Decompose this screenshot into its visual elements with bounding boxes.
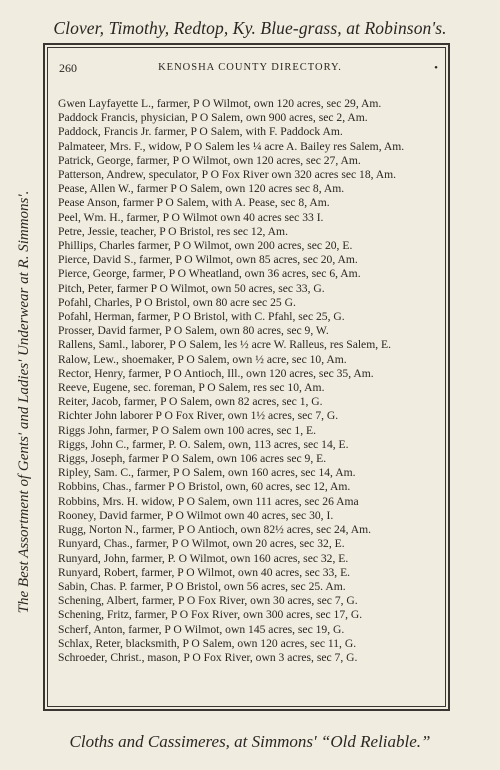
directory-entry: Rugg, Norton N., farmer, P O Antioch, own 82½ acres, sec 24, Am. xyxy=(58,523,372,537)
directory-entry: Rector, Henry, farmer, P O Antioch, Ill., own 120 acres, sec 35, Am. xyxy=(58,366,374,380)
directory-entry: Riggs, John C., farmer, P. O. Salem, own, 113 acres, sec 14, E. xyxy=(58,437,349,451)
directory-entry: Schroeder, Christ., mason, P O Fox River, own 3 acres, sec 7, G. xyxy=(58,650,358,664)
directory-entry: Pierce, George, farmer, P O Wheatland, own 36 acres, sec 6, Am. xyxy=(58,267,361,281)
directory-entry: Robbins, Mrs. H. widow, P O Salem, own 111 acres, sec 26 Ama xyxy=(58,494,359,508)
directory-entry: Rooney, David farmer, P O Wilmot own 40 acres, sec 30, I. xyxy=(58,508,334,522)
directory-entry: Richter John laborer P O Fox River, own 1½ acres, sec 7, G. xyxy=(58,409,339,423)
directory-entry: Gwen Layfayette L., farmer, P O Wilmot, own 120 acres, sec 29, Am. xyxy=(58,97,382,110)
directory-entry: Peel, Wm. H., farmer, P O Wilmot own 40 acres sec 33 I. xyxy=(58,210,324,224)
directory-entry: Runyard, Robert, farmer, P O Wilmot, own 40 acres, sec 33, E. xyxy=(58,565,351,579)
directory-entry: Reiter, Jacob, farmer, P O Salem, own 82 acres, sec 1, G. xyxy=(58,395,323,409)
page-number: 260 xyxy=(59,61,77,75)
directory-entry: Reeve, Eugene, sec. foreman, P O Salem, res sec 10, Am. xyxy=(58,381,325,395)
directory-title: KENOSHA COUNTY DIRECTORY. xyxy=(158,62,342,73)
directory-entry: Pease Anson, farmer P O Salem, with A. Pease, sec 8, Am. xyxy=(58,196,330,210)
directory-entry: Patrick, George, farmer, P O Wilmot, own 120 acres, sec 27, Am. xyxy=(58,153,361,167)
directory-entry: Palmateer, Mrs. F., widow, P O Salem les ¼ acre A. Bailey res Salem, Am. xyxy=(58,139,405,153)
directory-entry: Pease, Allen W., farmer P O Salem, own 120 acres sec 8, Am. xyxy=(58,182,345,196)
directory-entry: Riggs, Joseph, farmer P O Salem, own 106 acres sec 9, E. xyxy=(58,452,327,466)
directory-entry: Pitch, Peter, farmer P O Wilmot, own 50 acres, sec 33, G. xyxy=(58,281,325,295)
directory-entry: Ralow, Lew., shoemaker, P O Salem, own ½ acre, sec 10, Am. xyxy=(58,352,347,366)
directory-entry: Scherf, Anton, farmer, P O Wilmot, own 145 acres, sec 19, G. xyxy=(58,622,345,636)
directory-entry: Prosser, David farmer, P O Salem, own 80 acres, sec 9, W. xyxy=(58,324,329,338)
bottom-advertisement-banner: Cloths and Cassimeres, at Simmons' “Old Reliable.” xyxy=(69,732,431,751)
directory-entry: Phillips, Charles farmer, P O Wilmot, own 200 acres, sec 20, E. xyxy=(58,239,353,253)
side-advertisement-banner: The Best Assortment of Gents' and Ladies' Underwear at R. Simmons'. xyxy=(16,190,32,614)
top-advertisement-banner: Clover, Timothy, Redtop, Ky. Blue-grass, at Robinson's. xyxy=(53,18,447,38)
directory-entry: Schlax, Reter, blacksmith, P O Salem, own 120 acres, sec 11, G. xyxy=(58,636,357,650)
directory-entry: Pierce, David S., farmer, P O Wilmot, own 85 acres, sec 20, Am. xyxy=(58,253,358,267)
directory-entry: Petre, Jessie, teacher, P O Bristol, res sec 12, Am. xyxy=(58,224,288,238)
directory-entry: Paddock, Francis Jr. farmer, P O Salem, with F. Paddock Am. xyxy=(58,125,343,139)
running-head xyxy=(54,60,446,76)
directory-entry: Runyard, Chas., farmer, P O Wilmot, own 20 acres, sec 32, E. xyxy=(58,537,345,551)
directory-entry: Pofahl, Charles, P O Bristol, own 80 acre sec 25 G. xyxy=(58,295,296,309)
directory-entry: Runyard, John, farmer, P. O Wilmot, own 160 acres, sec 32, E. xyxy=(58,551,349,565)
directory-entry: Schening, Fritz, farmer, P O Fox River, own 300 acres, sec 17, G. xyxy=(58,608,363,622)
header-ornament: • xyxy=(434,62,438,74)
directory-entries-list xyxy=(58,97,442,665)
directory-entry: Rallens, Saml., laborer, P O Salem, les ½ acre W. Ralleus, res Salem, E. xyxy=(58,338,392,352)
directory-entry: Patterson, Andrew, speculator, P O Fox River own 320 acres sec 18, Am. xyxy=(58,168,397,182)
directory-entry: Ripley, Sam. C., farmer, P O Salem, own 160 acres, sec 14, Am. xyxy=(58,466,356,480)
directory-entry: Riggs John, farmer, P O Salem own 100 acres, sec 1, E. xyxy=(58,423,316,437)
directory-entry: Pofahl, Herman, farmer, P O Bristol, with C. Pfahl, sec 25, G. xyxy=(58,310,345,324)
directory-entry: Robbins, Chas., farmer P O Bristol, own, 60 acres, sec 12, Am. xyxy=(58,480,351,494)
directory-entry: Sabin, Chas. P. farmer, P O Bristol, own 56 acres, sec 25. Am. xyxy=(58,579,346,593)
directory-entry: Paddock Francis, physician, P O Salem, own 900 acres, sec 2, Am. xyxy=(58,111,368,125)
directory-entry: Schening, Albert, farmer, P O Fox River, own 30 acres, sec 7, G. xyxy=(58,594,358,608)
